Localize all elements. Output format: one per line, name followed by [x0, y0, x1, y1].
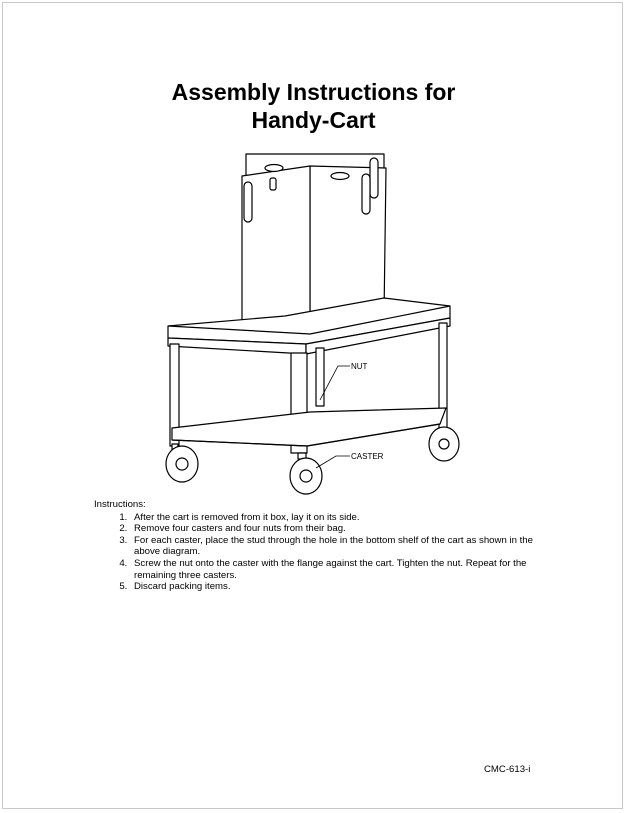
caster-callout-label: CASTER [351, 452, 384, 461]
cart-assembly-diagram [150, 148, 470, 498]
instruction-step: 1. After the cart is removed from it box, lay it on its side. [130, 512, 544, 524]
title-line-1: Assembly Instructions for [171, 79, 456, 105]
instruction-step: 4. Screw the nut onto the caster with the flange against the cart. Tighten the nut. Repeat for the remaining three casters. [130, 558, 544, 581]
instructions-label: Instructions: [94, 499, 146, 510]
instruction-step: 5. Discard packing items. [130, 581, 544, 593]
caster-right [429, 427, 459, 461]
document-code: CMC-613-i [484, 764, 531, 775]
instructions-list [94, 512, 544, 593]
instruction-step: 3. For each caster, place the stud through the hole in the bottom shelf of the cart as shown in the above diagram. [130, 535, 544, 558]
title-line-2: Handy-Cart [251, 107, 376, 133]
page-title [0, 78, 627, 134]
caster-front [290, 453, 322, 494]
instructions-section [94, 499, 544, 593]
bottom-shelf [172, 408, 446, 446]
instruction-step: 2. Remove four casters and four nuts from their bag. [130, 523, 544, 535]
caster-left [166, 444, 198, 482]
nut-callout-label: NUT [351, 362, 368, 371]
